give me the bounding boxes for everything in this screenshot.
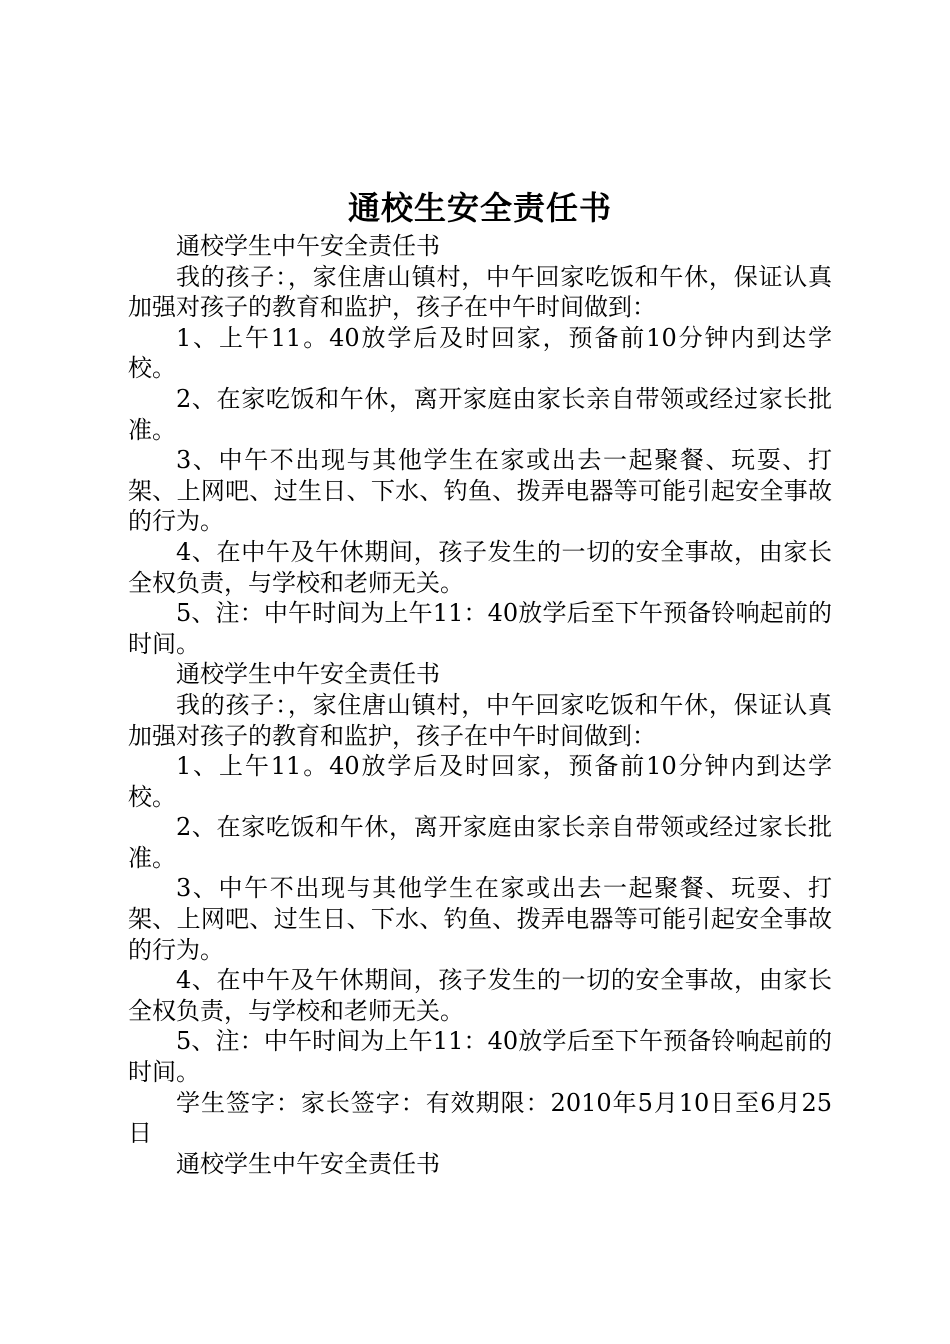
paragraph-item-5: 5、注：中午时间为上午11：40放学后至下午预备铃响起前的时间。 xyxy=(128,1027,832,1087)
paragraph-item-2: 2、在家吃饭和午休，离开家庭由家长亲自带领或经过家长批准。 xyxy=(128,813,832,872)
paragraph-item-1: 1、上午11。40放学后及时回家，预备前10分钟内到达学校。 xyxy=(128,752,832,811)
paragraph-intro: 我的孩子：，家住唐山镇村，中午回家吃饭和午休，保证认真加强对孩子的教育和监护，孩子在中午时间做到： xyxy=(128,262,832,322)
document-body xyxy=(128,231,832,1179)
section-heading: 通校学生中午安全责任书 xyxy=(176,660,440,689)
paragraph-item-4: 4、在中午及午休期间，孩子发生的一切的安全事故，由家长全权负责，与学校和老师无关。 xyxy=(128,966,832,1025)
paragraph-item-1: 1、上午11。40放学后及时回家，预备前10分钟内到达学校。 xyxy=(128,323,832,383)
paragraph-item-3: 3、中午不出现与其他学生在家或出去一起聚餐、玩耍、打架、上网吧、过生日、下水、钓鱼、拨弄电器等可能引起安全事故的行为。 xyxy=(128,446,832,536)
section-heading: 通校学生中午安全责任书 xyxy=(176,232,440,260)
document-title: 通校生安全责任书 xyxy=(347,189,612,227)
paragraph-intro: 我的孩子：，家住唐山镇村，中午回家吃饭和午休，保证认真加强对孩子的教育和监护，孩子在中午时间做到： xyxy=(128,690,832,750)
paragraph-item-5: 5、注：中午时间为上午11：40放学后至下午预备铃响起前的时间。 xyxy=(128,599,832,658)
signature-line: 学生签字：家长签字：有效期限：2010年5月10日至6月25日 xyxy=(128,1088,832,1148)
paragraph-item-2: 2、在家吃饭和午休，离开家庭由家长亲自带领或经过家长批准。 xyxy=(128,384,832,444)
section-heading: 通校学生中午安全责任书 xyxy=(176,1149,440,1178)
paragraph-item-4: 4、在中午及午休期间，孩子发生的一切的安全事故，由家长全权负责，与学校和老师无关。 xyxy=(128,537,832,597)
paragraph-item-3: 3、中午不出现与其他学生在家或出去一起聚餐、玩耍、打架、上网吧、过生日、下水、钓鱼、拨弄电器等可能引起安全事故的行为。 xyxy=(128,874,832,964)
